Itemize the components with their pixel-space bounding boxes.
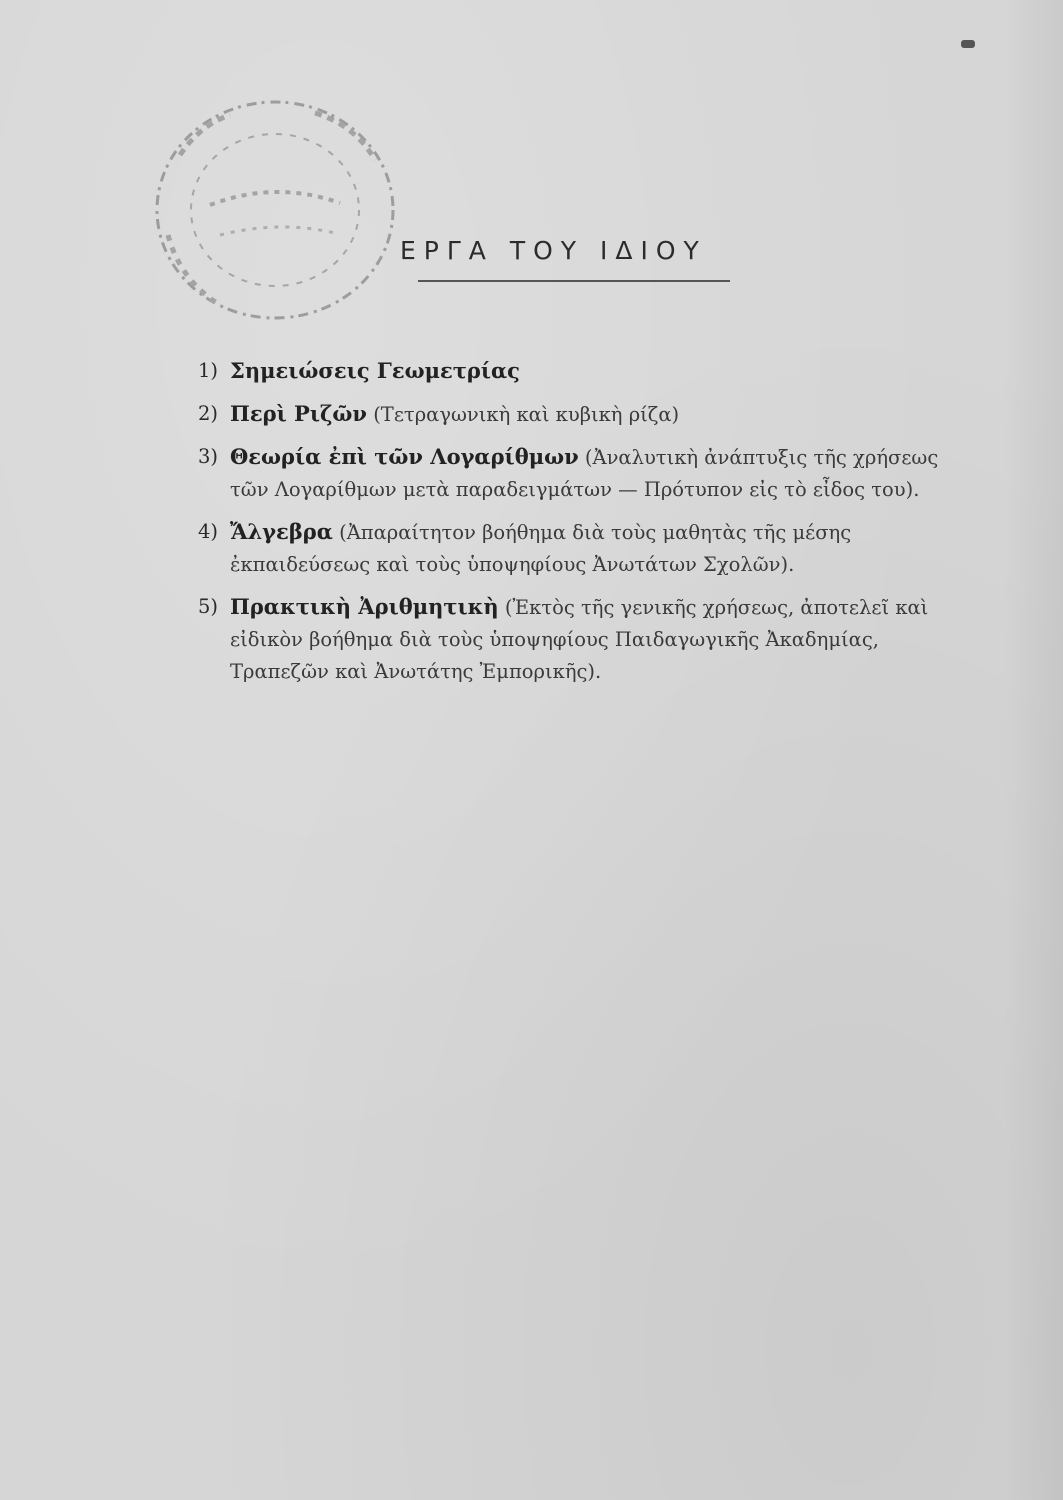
heading-underline [418,280,730,282]
work-title: Σημειώσεις Γεωμετρίας [230,358,520,383]
work-title: Πρακτικὴ Ἀριθμητικὴ [230,594,499,619]
work-item [198,441,958,506]
work-number: 5) [198,595,219,618]
page-edge-shadow [1003,0,1063,1500]
work-description: (Τετραγωνικὴ καὶ κυβικὴ ρίζα) [373,403,680,426]
work-item [198,398,958,431]
library-stamp-icon [140,85,410,340]
corner-mark [961,40,975,48]
work-description: (Ἀναλυτικὴ ἀνάπτυξις τῆς χρήσεως τῶν Λογαρίθμων μετὰ παραδειγμάτων — Πρότυπον εἰς τὸ εἶδος του). [230,446,939,501]
work-description: (Ἀπαραίτητον βοήθημα διὰ τοὺς μαθητὰς τῆς μέσης ἐκπαιδεύσεως καὶ τοὺς ὑποψηφίους Ἀνωτάτων Σχολῶν). [230,521,852,576]
work-number: 3) [198,445,219,468]
work-item [198,591,958,688]
work-number: 1) [198,359,219,382]
work-item [198,516,958,581]
page-heading: ΕΡΓΑ ΤΟΥ ΙΔΙΟΥ [400,236,707,265]
works-list [198,355,958,698]
work-number: 2) [198,402,219,425]
work-description: (Ἐκτὸς τῆς γενικῆς χρήσεως, ἀποτελεῖ καὶ εἰδικὸν βοήθημα διὰ τοὺς ὑποψηφίους Παιδαγωγικῆς Ἀκαδημίας, Τραπεζῶν καὶ Ἀνωτάτης Ἐμπορικῆς). [230,596,929,683]
work-title: Ἄλγεβρα [230,519,333,544]
work-title: Θεωρία ἐπὶ τῶν Λογαρίθμων [230,444,579,469]
work-item [198,355,958,388]
work-number: 4) [198,520,219,543]
work-title: Περὶ Ριζῶν [230,401,367,426]
